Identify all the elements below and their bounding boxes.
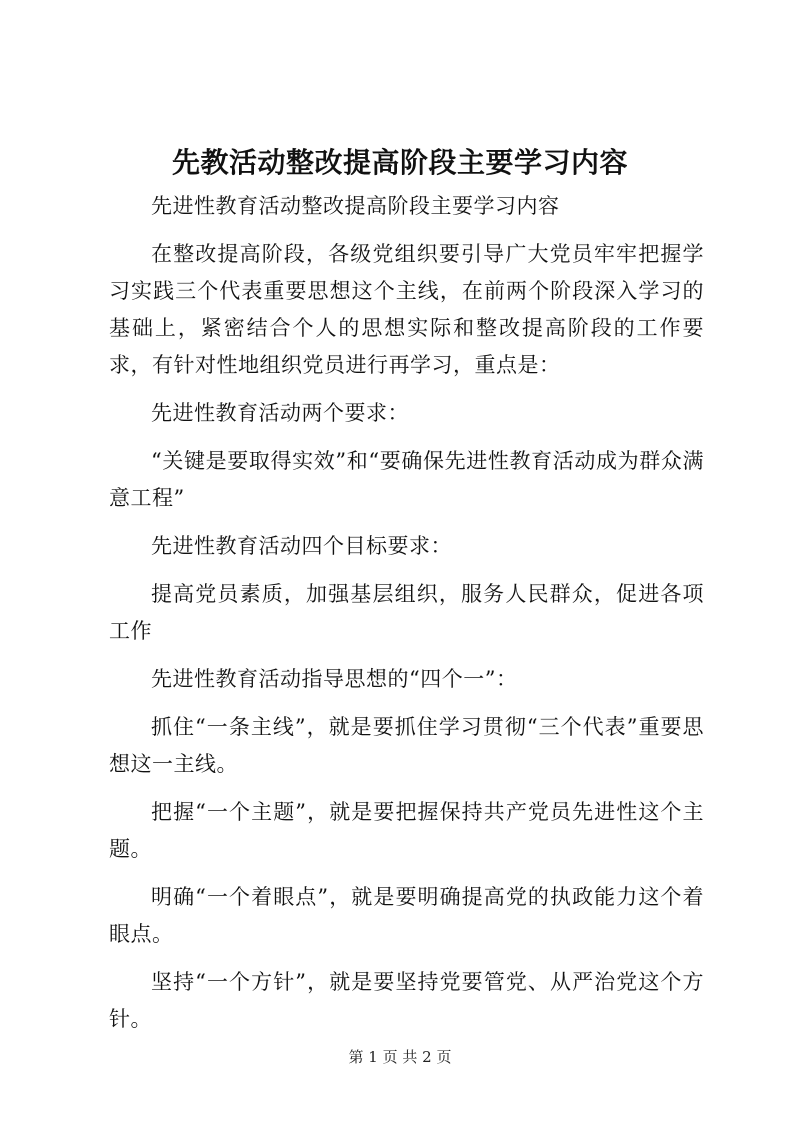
- paragraph-main-theme: 把握“一个主题”，就是要把握保持共产党员先进性这个主题。: [109, 800, 704, 861]
- paragraph-subtitle: 先进性教育活动整改提高阶段主要学习内容: [151, 194, 560, 218]
- paragraph-main-line: 抓住“一条主线”，就是要抓住学习贯彻“三个代表”重要思想这一主线。: [109, 715, 704, 776]
- page-footer: 第 1 页 共 2 页: [348, 1048, 452, 1066]
- paragraph-two-requirements: “关键是要取得实效”和“要确保先进性教育活动成为群众满意工程”: [109, 449, 704, 510]
- document-body: [109, 188, 704, 1049]
- paragraph-four-ones-heading: 先进性教育活动指导思想的“四个一”：: [151, 667, 518, 691]
- paragraph-four-goals-heading: 先进性教育活动四个目标要求：: [151, 534, 452, 558]
- document-title: 先教活动整改提高阶段主要学习内容: [171, 146, 628, 179]
- paragraph-guideline: 坚持“一个方针”，就是要坚持党要管党、从严治党这个方针。: [109, 970, 704, 1031]
- paragraph-two-requirements-heading: 先进性教育活动两个要求：: [151, 401, 409, 425]
- paragraph-intro: 在整改提高阶段，各级党组织要引导广大党员牢牢把握学习实践三个代表重要思想这个主线，在前两个阶段深入学习的基础上，紧密结合个人的思想实际和整改提高阶段的工作要求，有针对性地组织党员进行再学习，重点是：: [109, 242, 704, 377]
- paragraph-four-goals: 提高党员素质，加强基层组织，服务人民群众，促进各项工作: [109, 582, 704, 643]
- paragraph-focus-point: 明确“一个着眼点”，就是要明确提高党的执政能力这个着眼点。: [109, 885, 704, 946]
